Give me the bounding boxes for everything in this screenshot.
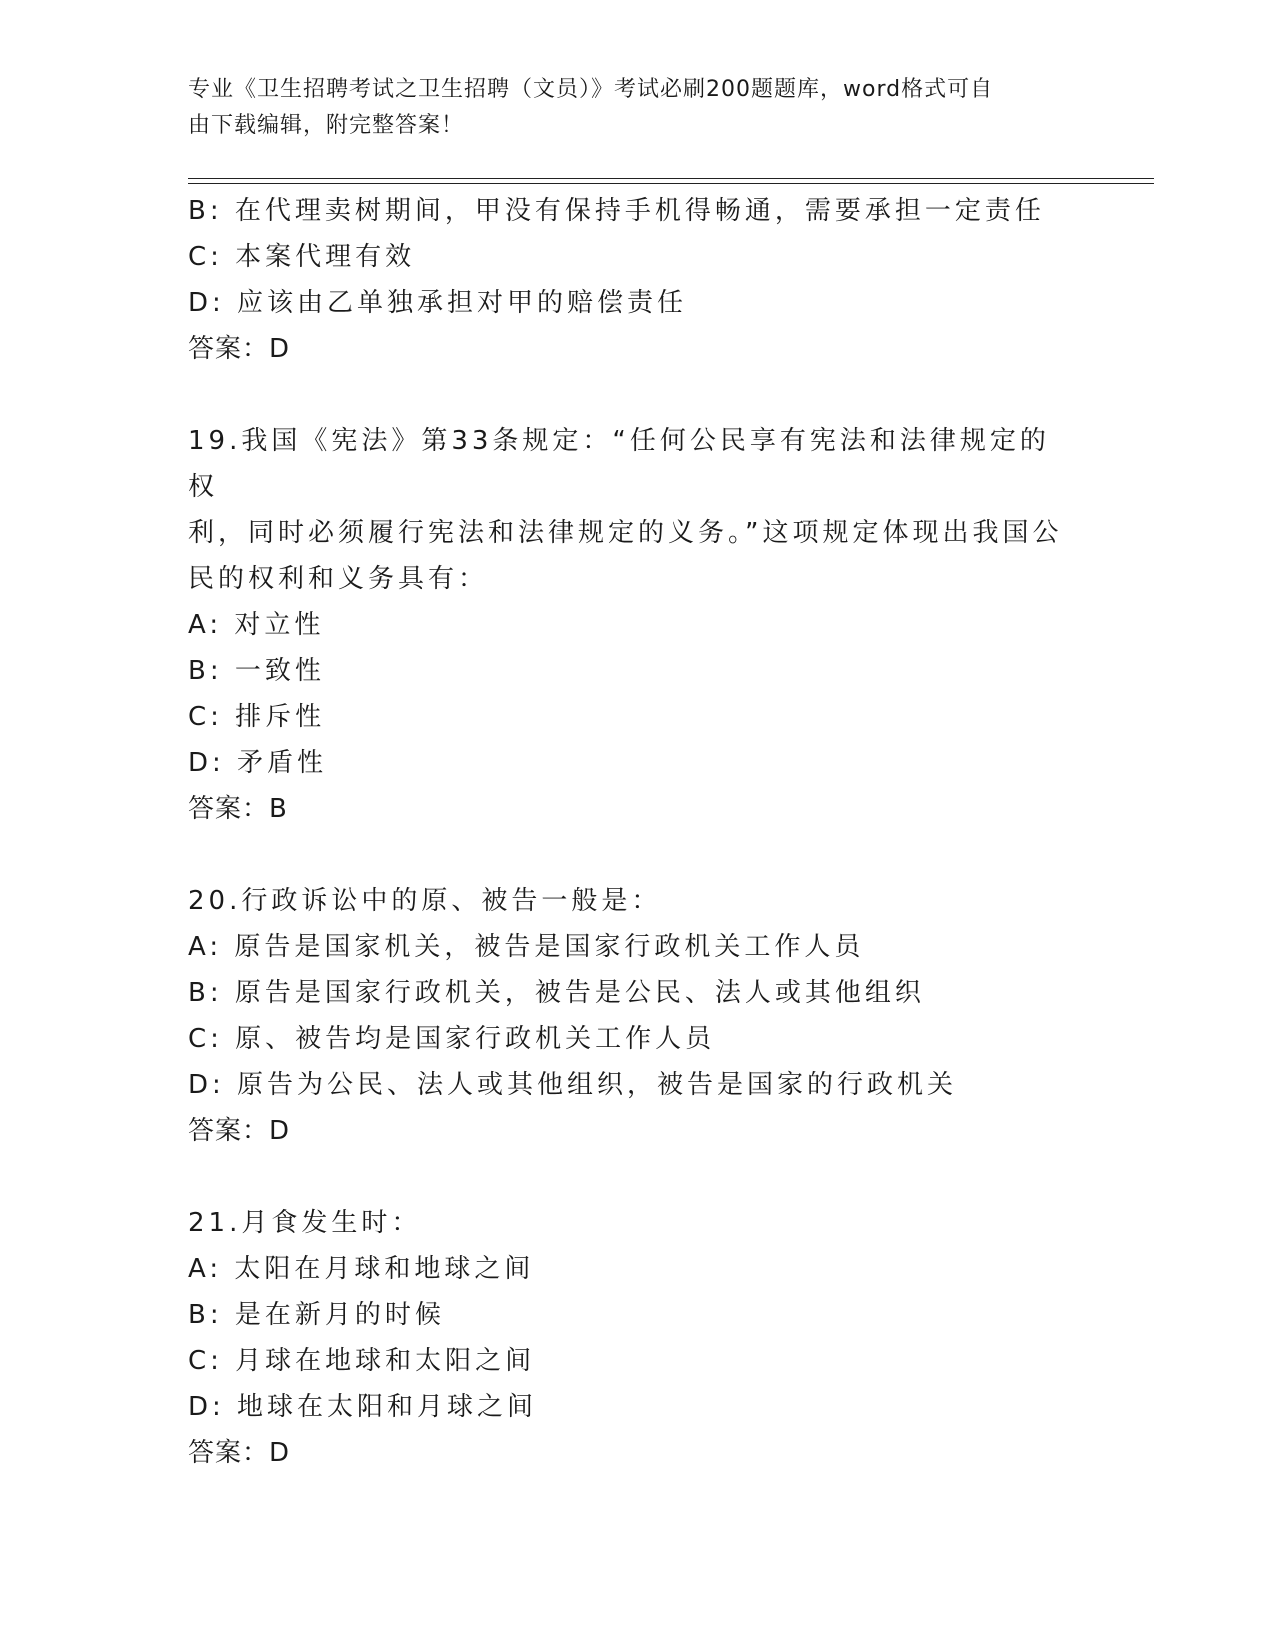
option-c: C: 本案代理有效 — [188, 242, 416, 272]
option-c: C: 排斥性 — [188, 702, 326, 732]
option-c: C: 原、被告均是国家行政机关工作人员 — [188, 1024, 716, 1054]
question-stem-line: 利，同时必须履行宪法和法律规定的义务。”这项规定体现出我国公 — [188, 518, 1063, 548]
header-rule-top — [188, 178, 1154, 179]
option-d: D: 应该由乙单独承担对甲的赔偿责任 — [188, 288, 688, 318]
questions-content — [188, 188, 1068, 1476]
option-d: D: 原告为公民、法人或其他组织，被告是国家的行政机关 — [188, 1070, 958, 1100]
question-18-tail — [188, 188, 1068, 372]
document-header — [188, 72, 1068, 144]
question-stem-line: 19.我国《宪法》第33条规定：“任何公民享有宪法和法律规定的权 — [188, 426, 1050, 502]
option-b: B: 是在新月的时候 — [188, 1300, 445, 1330]
option-d: D: 矛盾性 — [188, 748, 328, 778]
header-line-1: 专业《卫生招聘考试之卫生招聘（文员）》考试必刷200题题库，word格式可自 — [188, 77, 994, 102]
option-d: D: 地球在太阳和月球之间 — [188, 1392, 538, 1422]
question-stem-line: 20.行政诉讼中的原、被告一般是： — [188, 886, 662, 916]
option-c: C: 月球在地球和太阳之间 — [188, 1346, 536, 1376]
option-b: B: 一致性 — [188, 656, 325, 686]
header-line-2: 由下载编辑，附完整答案！ — [188, 113, 465, 138]
option-b: B: 在代理卖树期间，甲没有保持手机得畅通，需要承担一定责任 — [188, 196, 1045, 226]
header-rule-bottom — [188, 183, 1154, 184]
option-a: A: 太阳在月球和地球之间 — [188, 1254, 535, 1284]
question-stem-line: 民的权利和义务具有： — [188, 564, 489, 594]
answer: 答案：D — [188, 1438, 291, 1468]
question-stem-line: 21.月食发生时： — [188, 1208, 422, 1238]
question-20 — [188, 878, 1068, 1154]
answer: 答案：B — [188, 794, 288, 824]
option-a: A: 原告是国家机关，被告是国家行政机关工作人员 — [188, 932, 865, 962]
question-19 — [188, 418, 1068, 832]
answer: 答案：D — [188, 1116, 291, 1146]
option-b: B: 原告是国家行政机关，被告是公民、法人或其他组织 — [188, 978, 925, 1008]
answer: 答案：D — [188, 334, 291, 364]
question-21 — [188, 1200, 1068, 1476]
option-a: A: 对立性 — [188, 610, 325, 640]
